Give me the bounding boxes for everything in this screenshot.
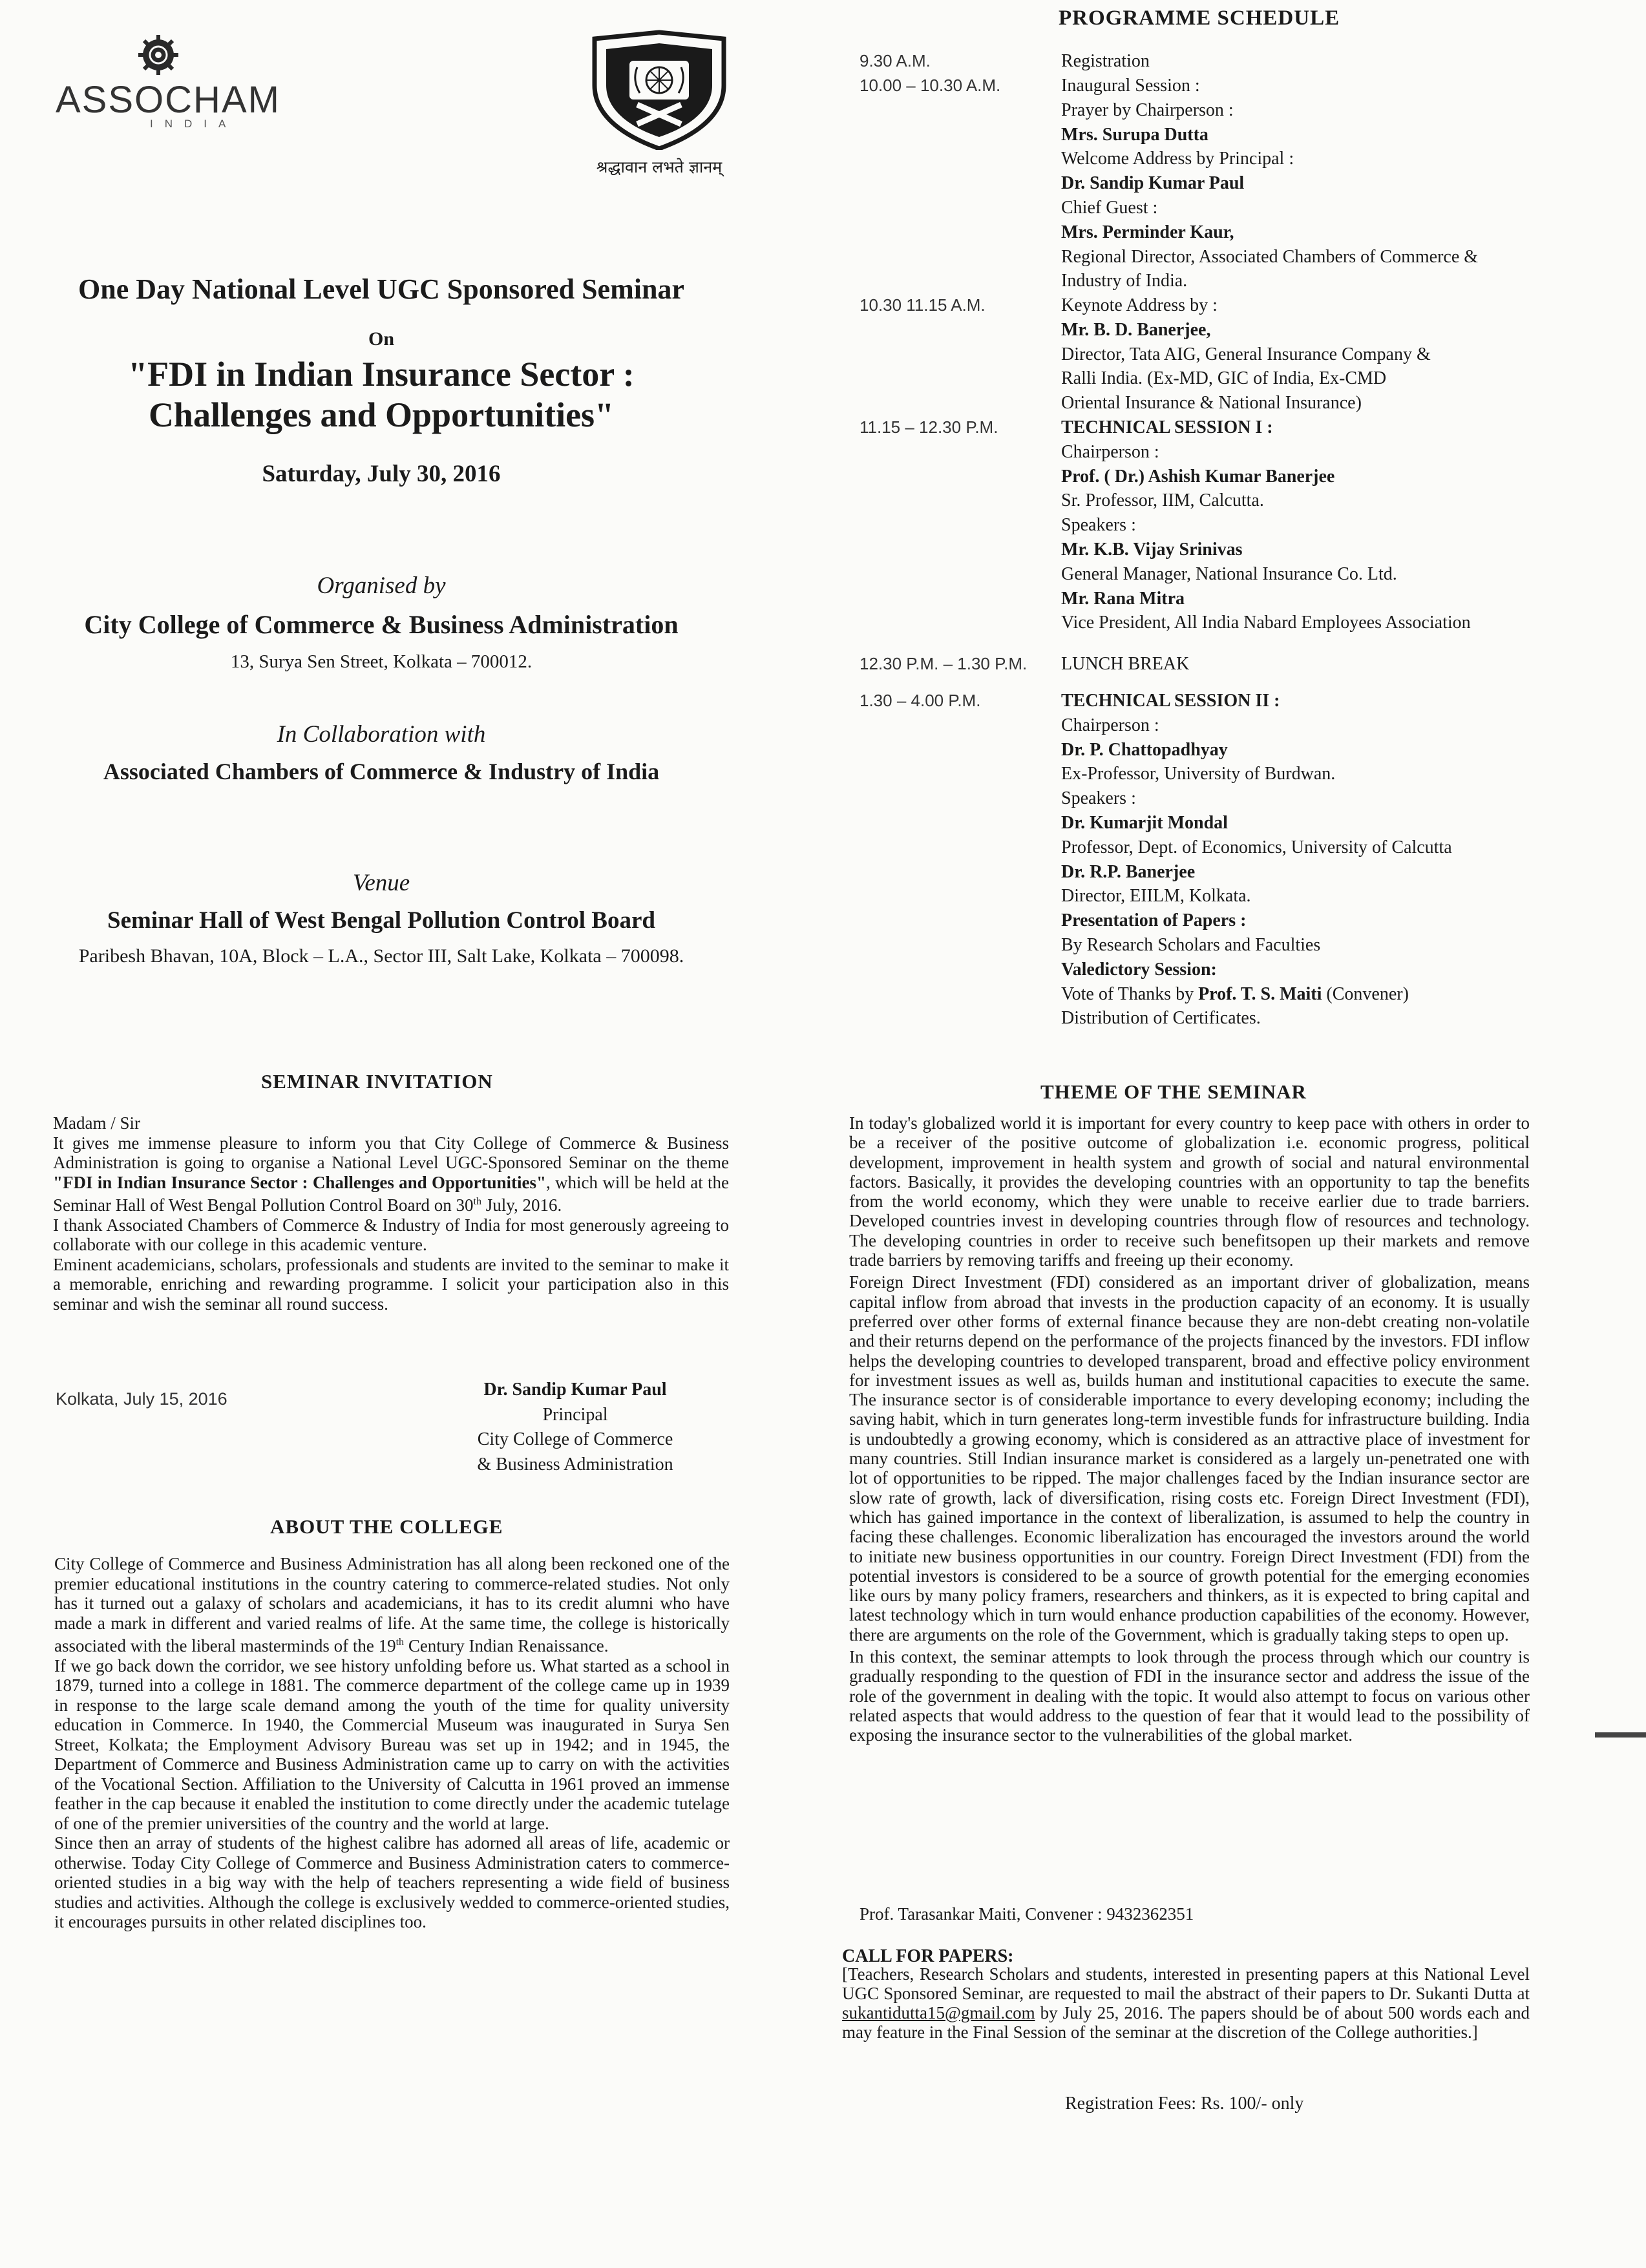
schedule-line: Dr. P. Chattopadhyay bbox=[1061, 739, 1228, 760]
schedule-line: Mrs. Perminder Kaur, bbox=[1061, 222, 1234, 242]
venue-label: Venue bbox=[352, 870, 410, 896]
seminar-title-line2: Challenges and Opportunities" bbox=[148, 395, 615, 434]
schedule-title: PROGRAMME SCHEDULE bbox=[1059, 6, 1340, 30]
assocham-logo bbox=[39, 32, 280, 131]
schedule-line: Speakers : bbox=[1061, 788, 1136, 809]
organised-by-label: Organised by bbox=[317, 572, 446, 599]
theme-body bbox=[849, 1113, 1530, 1745]
schedule-line: Dr. Kumarjit Mondal bbox=[1061, 812, 1228, 833]
crest-motto: श्रद्धावान लभते ज्ञानम् bbox=[596, 158, 723, 176]
invitation-salutation: Madam / Sir bbox=[53, 1113, 140, 1133]
college-paragraph-1 bbox=[54, 1554, 730, 1656]
schedule-line: Industry of India. bbox=[1061, 271, 1188, 291]
schedule-line: Vice President, All India Nabard Employees Association bbox=[1061, 613, 1471, 633]
venue-address: Paribesh Bhavan, 10A, Block – L.A., Sector III, Salt Lake, Kolkata – 700098. bbox=[78, 945, 684, 967]
seminar-date: Saturday, July 30, 2016 bbox=[262, 461, 501, 487]
schedule-time: 9.30 A.M. bbox=[860, 51, 931, 70]
schedule-line: Sr. Professor, IIM, Calcutta. bbox=[1061, 490, 1264, 511]
college-paragraph-3: Since then an array of students of the highest calibre has adorned all areas of life, academic or otherwise. Today City College of Commerce and Business Administration caters to commerce-oriented studies in a big way with the help of teachers representing a wide field of business studies and activities. Although the college is exclusively wedded to commerce-oriented studies, it encourages pursuits in other related disciplines too. bbox=[54, 1833, 730, 1931]
schedule-body bbox=[1061, 74, 1643, 293]
schedule-body bbox=[1061, 689, 1643, 1031]
schedule-line: Chairperson : bbox=[1061, 715, 1159, 735]
schedule-line: Mrs. Surupa Dutta bbox=[1061, 124, 1208, 145]
schedule-line: TECHNICAL SESSION I : bbox=[1061, 417, 1273, 437]
superscript: th bbox=[473, 1196, 481, 1207]
vote-prefix: Vote of Thanks by bbox=[1061, 983, 1199, 1004]
text-run: July, 2016. bbox=[481, 1195, 562, 1215]
schedule-line: Prayer by Chairperson : bbox=[1061, 100, 1234, 120]
text-run: Century Indian Renaissance. bbox=[404, 1636, 609, 1655]
college-body bbox=[54, 1554, 730, 1932]
schedule-line: Presentation of Papers : bbox=[1061, 910, 1247, 931]
schedule-time: 1.30 – 4.00 P.M. bbox=[860, 691, 981, 710]
registration-fees: Registration Fees: Rs. 100/- only bbox=[1065, 2094, 1304, 2114]
signature-org-1: City College of Commerce bbox=[477, 1429, 673, 1449]
signature-name: Dr. Sandip Kumar Paul bbox=[483, 1380, 667, 1400]
schedule-line: Keynote Address by : bbox=[1061, 295, 1218, 315]
text-run: , which will be held at the Seminar Hall of West Bengal Pollution Control Board on 30 bbox=[53, 1172, 729, 1215]
schedule-time: 11.15 – 12.30 P.M. bbox=[860, 417, 998, 437]
schedule-line: Welcome Address by Principal : bbox=[1061, 149, 1294, 169]
cfp-title: CALL FOR PAPERS: bbox=[842, 1946, 1014, 1966]
text-run: It gives me immense pleasure to inform you that City College of Commerce & Business Administration is going to organise a National Level UGC-Sponsored Seminar on the theme bbox=[53, 1133, 729, 1172]
signature-org-2: & Business Administration bbox=[477, 1454, 673, 1475]
theme-paragraph-3: In this context, the seminar attempts to look through the process through which our country is gradually responding to the question of FDI in the insurance sector and address the issue of the role of the government in dealing with the topic. It would also attempt to focus on various other related aspects that would address to the question of fear that it would lead to the possibility of exposing the insurance sector to the vulnerabilities of the global market. bbox=[849, 1647, 1530, 1745]
cfp-body bbox=[842, 1964, 1530, 2042]
college-shield-icon bbox=[575, 27, 743, 150]
schedule-line: Professor, Dept. of Economics, University of Calcutta bbox=[1061, 837, 1452, 857]
schedule-line: Valedictory Session: bbox=[1061, 959, 1217, 980]
schedule-line: Mr. Rana Mitra bbox=[1061, 588, 1185, 609]
schedule-line: General Manager, National Insurance Co. Ltd. bbox=[1061, 563, 1397, 584]
schedule-line: Oriental Insurance & National Insurance) bbox=[1061, 393, 1362, 414]
on-label: On bbox=[368, 328, 395, 350]
invitation-paragraph-3: Eminent academicians, scholars, professionals and students are invited to the seminar to make it a memorable, enriching and rewarding programme. I solicit your participation also in this seminar and wish the seminar all round success. bbox=[53, 1254, 729, 1314]
schedule-line: Director, EIILM, Kolkata. bbox=[1061, 886, 1251, 907]
schedule-vote-line bbox=[1061, 982, 1643, 1007]
schedule-line: Dr. R.P. Banerjee bbox=[1061, 861, 1196, 882]
assocham-emblem-icon bbox=[136, 32, 181, 78]
schedule-time: 10.30 11.15 A.M. bbox=[860, 295, 986, 315]
invitation-paragraph-1 bbox=[53, 1133, 729, 1215]
theme-text: "FDI in Indian Insurance Sector : Challenges and Opportunities" bbox=[53, 1172, 546, 1192]
schedule-line: LUNCH BREAK bbox=[1061, 654, 1190, 674]
scan-edge-mark bbox=[1595, 1732, 1646, 1738]
schedule-line: Chief Guest : bbox=[1061, 197, 1158, 218]
assocham-wordmark: ASSOCHAM bbox=[56, 79, 280, 121]
schedule-line: Prof. ( Dr.) Ashish Kumar Banerjee bbox=[1061, 466, 1335, 487]
convener-line: Prof. Tarasankar Maiti, Convener : 9432362351 bbox=[860, 1904, 1194, 1924]
schedule-line: Ex-Professor, University of Burdwan. bbox=[1061, 764, 1336, 784]
collaborator-name: Associated Chambers of Commerce & Industry of India bbox=[103, 759, 660, 784]
vote-name: Prof. T. S. Maiti bbox=[1198, 983, 1322, 1004]
assocham-subtext: INDIA bbox=[150, 118, 238, 130]
schedule-body bbox=[1061, 652, 1643, 677]
schedule-body bbox=[1061, 293, 1643, 415]
college-paragraph-2: If we go back down the corridor, we see history unfolding before us. What started as a school in 1879, turned into a college in 1881. The commerce department of the college came up in 1939 in response to the large scale demand among the youth of the time for quality university education in Commerce. In 1940, the Commercial Museum was inaugurated in Surya Sen Street, Kolkata; the Employment Advisory Bureau was set up in 1942; and in 1945, the Department of Commerce and Business Administration came up to carry on with the activities of the Vocational Section. Affiliation to the University of Calcutta in 1961 proved an immense feather in the cap because it enabled the institution to come directly under the academic tutelage of one of the premier universities of the country and the world at large. bbox=[54, 1655, 730, 1833]
invitation-body bbox=[53, 1113, 729, 1314]
schedule-body bbox=[1061, 415, 1643, 635]
signature-block bbox=[446, 1378, 704, 1477]
venue-name: Seminar Hall of West Bengal Pollution Control Board bbox=[107, 907, 655, 934]
schedule-line: Speakers : bbox=[1061, 515, 1136, 536]
theme-title: THEME OF THE SEMINAR bbox=[1040, 1080, 1307, 1103]
schedule-line: Regional Director, Associated Chambers of Commerce & bbox=[1061, 246, 1479, 267]
schedule-time: 12.30 P.M. – 1.30 P.M. bbox=[860, 654, 1028, 673]
schedule-body bbox=[1061, 49, 1643, 74]
schedule-line: Director, Tata AIG, General Insurance Company & bbox=[1061, 344, 1431, 364]
superscript: th bbox=[396, 1637, 405, 1648]
text-run: [Teachers, Research Scholars and students, interested in presenting papers at this National Level UGC Sponsored Seminar, are requested to mail the abstract of their papers to Dr. Sukanti Dutta at bbox=[842, 1964, 1530, 2003]
schedule-line: Mr. K.B. Vijay Srinivas bbox=[1061, 539, 1243, 560]
schedule-line: By Research Scholars and Faculties bbox=[1061, 934, 1321, 955]
seminar-type: One Day National Level UGC Sponsored Seminar bbox=[78, 273, 684, 305]
invitation-paragraph-2: I thank Associated Chambers of Commerce & Industry of India for most generously agreeing to collaborate with our college in this academic venture. bbox=[53, 1215, 729, 1254]
schedule-time: 10.00 – 10.30 A.M. bbox=[860, 76, 1001, 95]
schedule-line: Registration bbox=[1061, 51, 1150, 71]
invitation-place-date: Kolkata, July 15, 2016 bbox=[56, 1389, 227, 1409]
text-run: City College of Commerce and Business Administration has all along been reckoned one of the premier educational institutions in the country catering to commerce-related studies. Not only has it turned out a galaxy of scholars and academicians, it has to its credit alumni who have made a mark in different and varied realms of life. At the same time, the college is historically associated with the liberal masterminds of the 19 bbox=[54, 1554, 730, 1655]
schedule-line: Distribution of Certificates. bbox=[1061, 1008, 1261, 1029]
schedule-line: Inaugural Session : bbox=[1061, 76, 1200, 96]
collaboration-label: In Collaboration with bbox=[277, 721, 486, 748]
schedule-line: Ralli India. (Ex-MD, GIC of India, Ex-CMD bbox=[1061, 368, 1387, 389]
signature-role: Principal bbox=[542, 1404, 608, 1425]
invitation-title: SEMINAR INVITATION bbox=[261, 1070, 493, 1093]
theme-paragraph-2: Foreign Direct Investment (FDI) considered as an important driver of globalization, means capital inflow from abroad that invests in the production capacity of an economy. It is usually preferred over other forms of external finance because they are non-debt creating non-volatile and their returns depend on the performance of the projects financed by the investors. FDI inflow helps the developing countries to developed transparent, broad and effective policy environment for investment issues as well as, builds human and institutional capacities to execute the same. The insurance sector is of considerable importance to every developing economy; including the saving habit, which in turn generates long-term investible funds for infrastructure building. India is undoubtedly a growing economy, which is considered as an attractive place of investment for many countries. Still Indian insurance market is considered as a largely un-penetrated one with lot of opportunities to be ripped. The major challenges faced by the Indian insurance sector are slow rate of growth, lack of diversification, rising costs etc. Foreign Direct Investment (FDI), which has gained importance in the context of liberalization, is assumed to help the country in facing these challenges. Economic liberalization has encouraged the investors around the world to initiate new business opportunities in our country. Foreign Direct Investment (FDI) from the potential investors is considered to be a source of growth potential for the emerging economies like ours by many policy framers, researchers and thinkers, as it is expected to bring capital and latest technology which in turn would enhance production capabilities of the economy. However, there are arguments on the role of the Government, which is gradually taking steps to open up. bbox=[849, 1272, 1530, 1644]
college-title: ABOUT THE COLLEGE bbox=[270, 1515, 503, 1538]
schedule-line: Dr. Sandip Kumar Paul bbox=[1061, 173, 1245, 194]
text-run: by July 25, 2016. The papers should be of about 500 words each and may feature in the Final Session of the seminar at the discretion of the College authorities.] bbox=[842, 2003, 1530, 2042]
schedule-line: TECHNICAL SESSION II : bbox=[1061, 691, 1280, 711]
organiser-name: City College of Commerce & Business Administration bbox=[84, 610, 679, 639]
schedule-line: Chairperson : bbox=[1061, 441, 1159, 462]
college-crest bbox=[575, 27, 743, 178]
organiser-address: 13, Surya Sen Street, Kolkata – 700012. bbox=[230, 651, 533, 672]
vote-suffix: (Convener) bbox=[1322, 983, 1409, 1004]
seminar-title-line1: "FDI in Indian Insurance Sector : bbox=[128, 355, 635, 394]
cfp-email-link[interactable]: sukantidutta15@gmail.com bbox=[842, 2003, 1035, 2022]
schedule-line: Mr. B. D. Banerjee, bbox=[1061, 319, 1211, 340]
theme-paragraph-1: In today's globalized world it is important for every country to keep pace with others in order to be a receiver of the positive outcome of globalization i.e. economic progress, political development, improvement in health system and growth of social and natural environmental factors. Basically, it provides the developing countries with an opportunity to tap the benefits from the world economy, which they were unable to receive earlier due to trade barriers. Developed countries invest in developing countries through flow of resources and technology. The developing countries in order to receive such benefitsopen up their markets and remove trade barriers by removing tariffs and freeing up their economy. bbox=[849, 1113, 1530, 1270]
